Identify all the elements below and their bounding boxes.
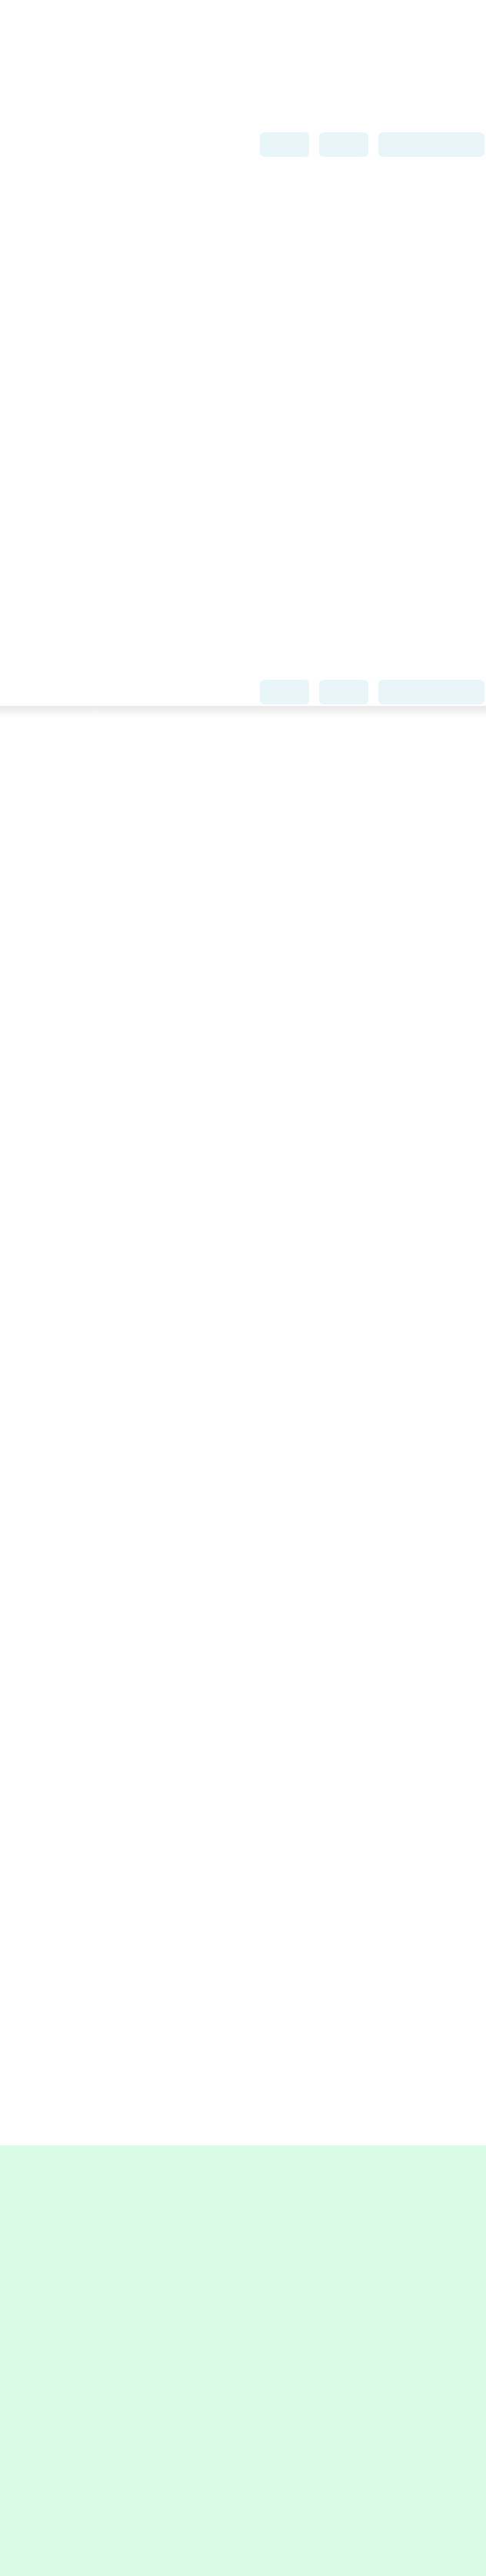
sticky-shadow bbox=[0, 706, 486, 718]
prev-exercise-button[interactable] bbox=[260, 132, 309, 157]
exercise-nav-top bbox=[0, 129, 486, 160]
prev-exercise-button[interactable] bbox=[260, 680, 309, 704]
exercise-nav-sticky bbox=[0, 677, 486, 707]
all-exercises-button[interactable] bbox=[378, 680, 484, 704]
next-exercise-button[interactable] bbox=[319, 680, 368, 704]
all-exercises-button[interactable] bbox=[378, 132, 484, 157]
next-exercise-button[interactable] bbox=[319, 132, 368, 157]
answer-block bbox=[0, 2145, 486, 2576]
